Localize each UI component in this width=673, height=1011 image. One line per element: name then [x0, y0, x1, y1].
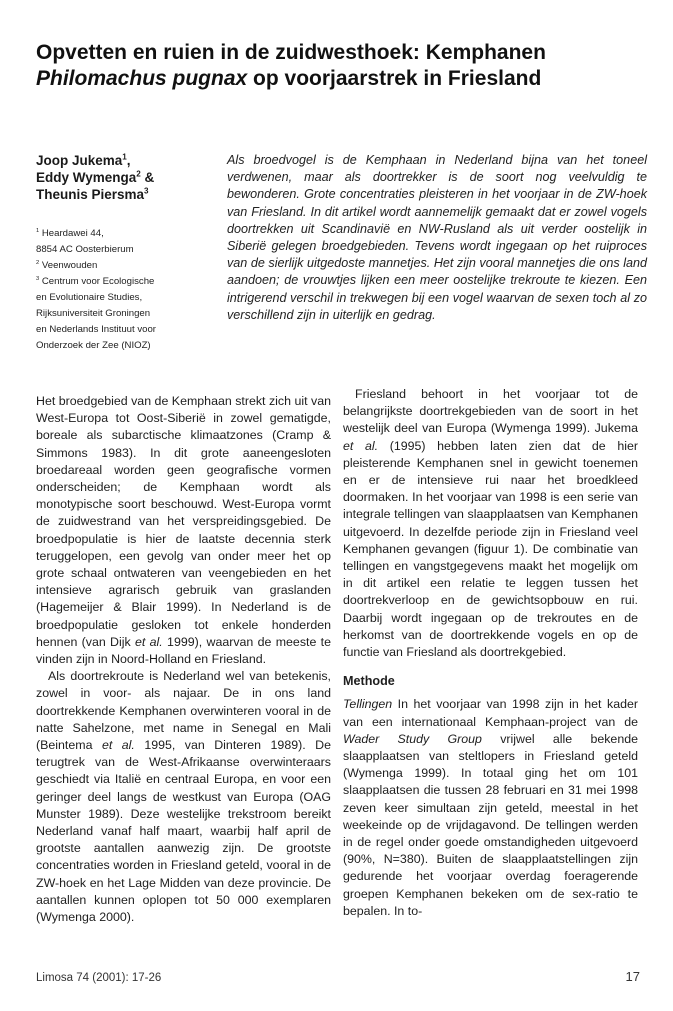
title-line-1: Opvetten en ruien in de zuidwesthoek: Kemphanen	[36, 41, 546, 64]
paragraph: Als doortrekroute is Nederland wel van betekenis, zowel in voor- als najaar. De in ons land doortrekkende Kemphanen overwinteren vooral in de natte Sahelzone, met name in Senegal en Mali (Beintema et al. 1995, van Dinteren 1989). De terugtrek van de West-Afrikaanse overwinteraars geschiedt via Italië en centraal Europa, en voor een geringer deel langs de westkust van Europa (OAG Munster 1989). Deze westelijke trekstroom bereikt Nederland vanaf half maart, waarbij half april de grootste aantallen aanwezig zijn. De grootste concentraties worden in Friesland geteld, vooral in de ZW-hoek en het Lage Midden van deze provincie. De aantallen kunnen oplopen tot 50 000 exemplaren (Wymenga 2000).	[36, 669, 331, 925]
author: Theunis Piersma$^3$	[36, 186, 149, 202]
journal-citation: Limosa 74 (2001): 17-26	[36, 972, 162, 984]
title-line-2-rest: op voorjaarstrek in Friesland	[247, 67, 542, 90]
affiliation-line: $^1$ Heardawei 44,	[36, 227, 104, 239]
run-in-heading: Tellingen	[343, 697, 393, 712]
author: Eddy Wymenga$^2$ &	[36, 169, 155, 185]
paragraph: Friesland behoort in het voorjaar tot de belangrijkste doortrekgebieden van de soort in het westelijk deel van Europa (Wymenga 1999). Jukema et al. (1995) hebben laten zien dat de hier pleisterende Kemphanen snel in gewicht toenemen en er de intensieve rui naar het broedkleed doormaken. In het voorjaar van 1998 is een serie van integrale tellingen van slaapplaatsen van Kemphanen uitgevoerd. In dezelfde periode zijn in Friesland veel Kemphanen gevangen (figuur 1). De combinatie van tellingen en vangstgegevens maakt het mogelijk om in dit artikel een relatie te leggen tussen het doortrekverloop en de gewichtsopbouw en rui. Daarbij wordt ingegaan op de trekroutes en de herkomst van de doortrekkende vogels en op de functie van Friesland als doortrekgebied.	[343, 387, 638, 660]
paragraph: Het broedgebied van de Kemphaan strekt zich uit van West-Europa tot Oost-Siberië in zowel gematigde, boreale als subarctische klimaatzones (Cramp & Simmons 1983). In dit grote aaneengesloten broedareaal worden geen geografische vormen onderscheiden; de Kemphaan wordt als monotypische soort beschouwd. West-Europa vormt de zuidwestrand van het verspreidingsgebied. De broedpopulatie is hier de laatste decennia sterk teruggelopen, een gevolg van onder meer het op grote schaal ontwateren van veengebieden en het intensieve agrarisch gebruik van graslanden (Hagemeijer & Blair 1999). In Nederland is de broedpopulatie gesloken tot enkele honderden hennen (van Dijk et al. 1999), waarvan de meeste te vinden zijn in Noord-Holland en Friesland.	[36, 394, 331, 667]
author-list	[36, 152, 206, 203]
affiliation-line: en Evolutionaire Studies,	[36, 292, 143, 303]
affiliation-line: Rijksuniversiteit Groningen	[36, 308, 151, 319]
affiliation-line: 8854 AC Oosterbierum	[36, 244, 134, 255]
body-column-right	[343, 386, 638, 920]
affiliation-line: $^3$ Centrum voor Ecologische	[36, 275, 155, 287]
title-line-2	[36, 66, 656, 92]
species-name: Philomachus pugnax	[36, 67, 248, 90]
paragraph: Tellingen In het voorjaar van 1998 zijn in het kader van een internationaal Kemphaan-project van de Wader Study Group vrijwel alle bekende slaapplaatsen van steltlopers in Friesland geteld (Wymenga 1999). In totaal ging het om 101 slaapplaatsen die tussen 28 februari en 31 mei 1998 zeven keer simultaan zijn geteld, meestal in het weekeinde op de vrijdagavond. De tellingen werden in de regel onder goede omstandigheden uitgevoerd (90%, N=380). Buiten de slaapplaatstellingen zijn gedurende het voorjaar overdag foeragerende groepen Kemphanen bekeken om de sex-ratio te bepalen. In to-	[343, 697, 638, 918]
section-heading: Methode	[343, 674, 395, 689]
affiliations	[36, 226, 211, 354]
affiliation-line: en Nederlands Instituut voor	[36, 324, 156, 335]
page-number: 17	[625, 969, 640, 984]
abstract: Als broedvogel is de Kemphaan in Nederland bijna van het toneel verdwenen, maar als doortrekker is de soort nog veelvuldig te bewonderen. Grote concentraties pleisteren in het voorjaar in de ZW-hoek van Friesland. In dit artikel wordt aannemelijk gemaakt dat er zowel vogels doortrekken uit Scandinavië en NW-Rusland als uit verder oostelijk in Siberië gelegen broedgebieden. Tevens wordt ingegaan op het ruiproces van de sierlijk uitgedoste mannetjes. Het zijn vooral mannetjes die ons land aandoen; de vrouwtjes lijken een meer oostelijke trekroute te kiezen. Een intrigerend verschil in trekwegen bij een vogel waarvan de sexen toch al zo verschillend zijn in uiterlijk en gedrag.	[227, 153, 647, 322]
body-column-left	[36, 393, 331, 926]
article-title	[36, 40, 656, 92]
affiliation-line: $^2$ Veenwouden	[36, 259, 98, 271]
affiliation-line: Onderzoek der Zee (NIOZ)	[36, 340, 151, 351]
author: Joop Jukema$^1$,	[36, 152, 131, 168]
